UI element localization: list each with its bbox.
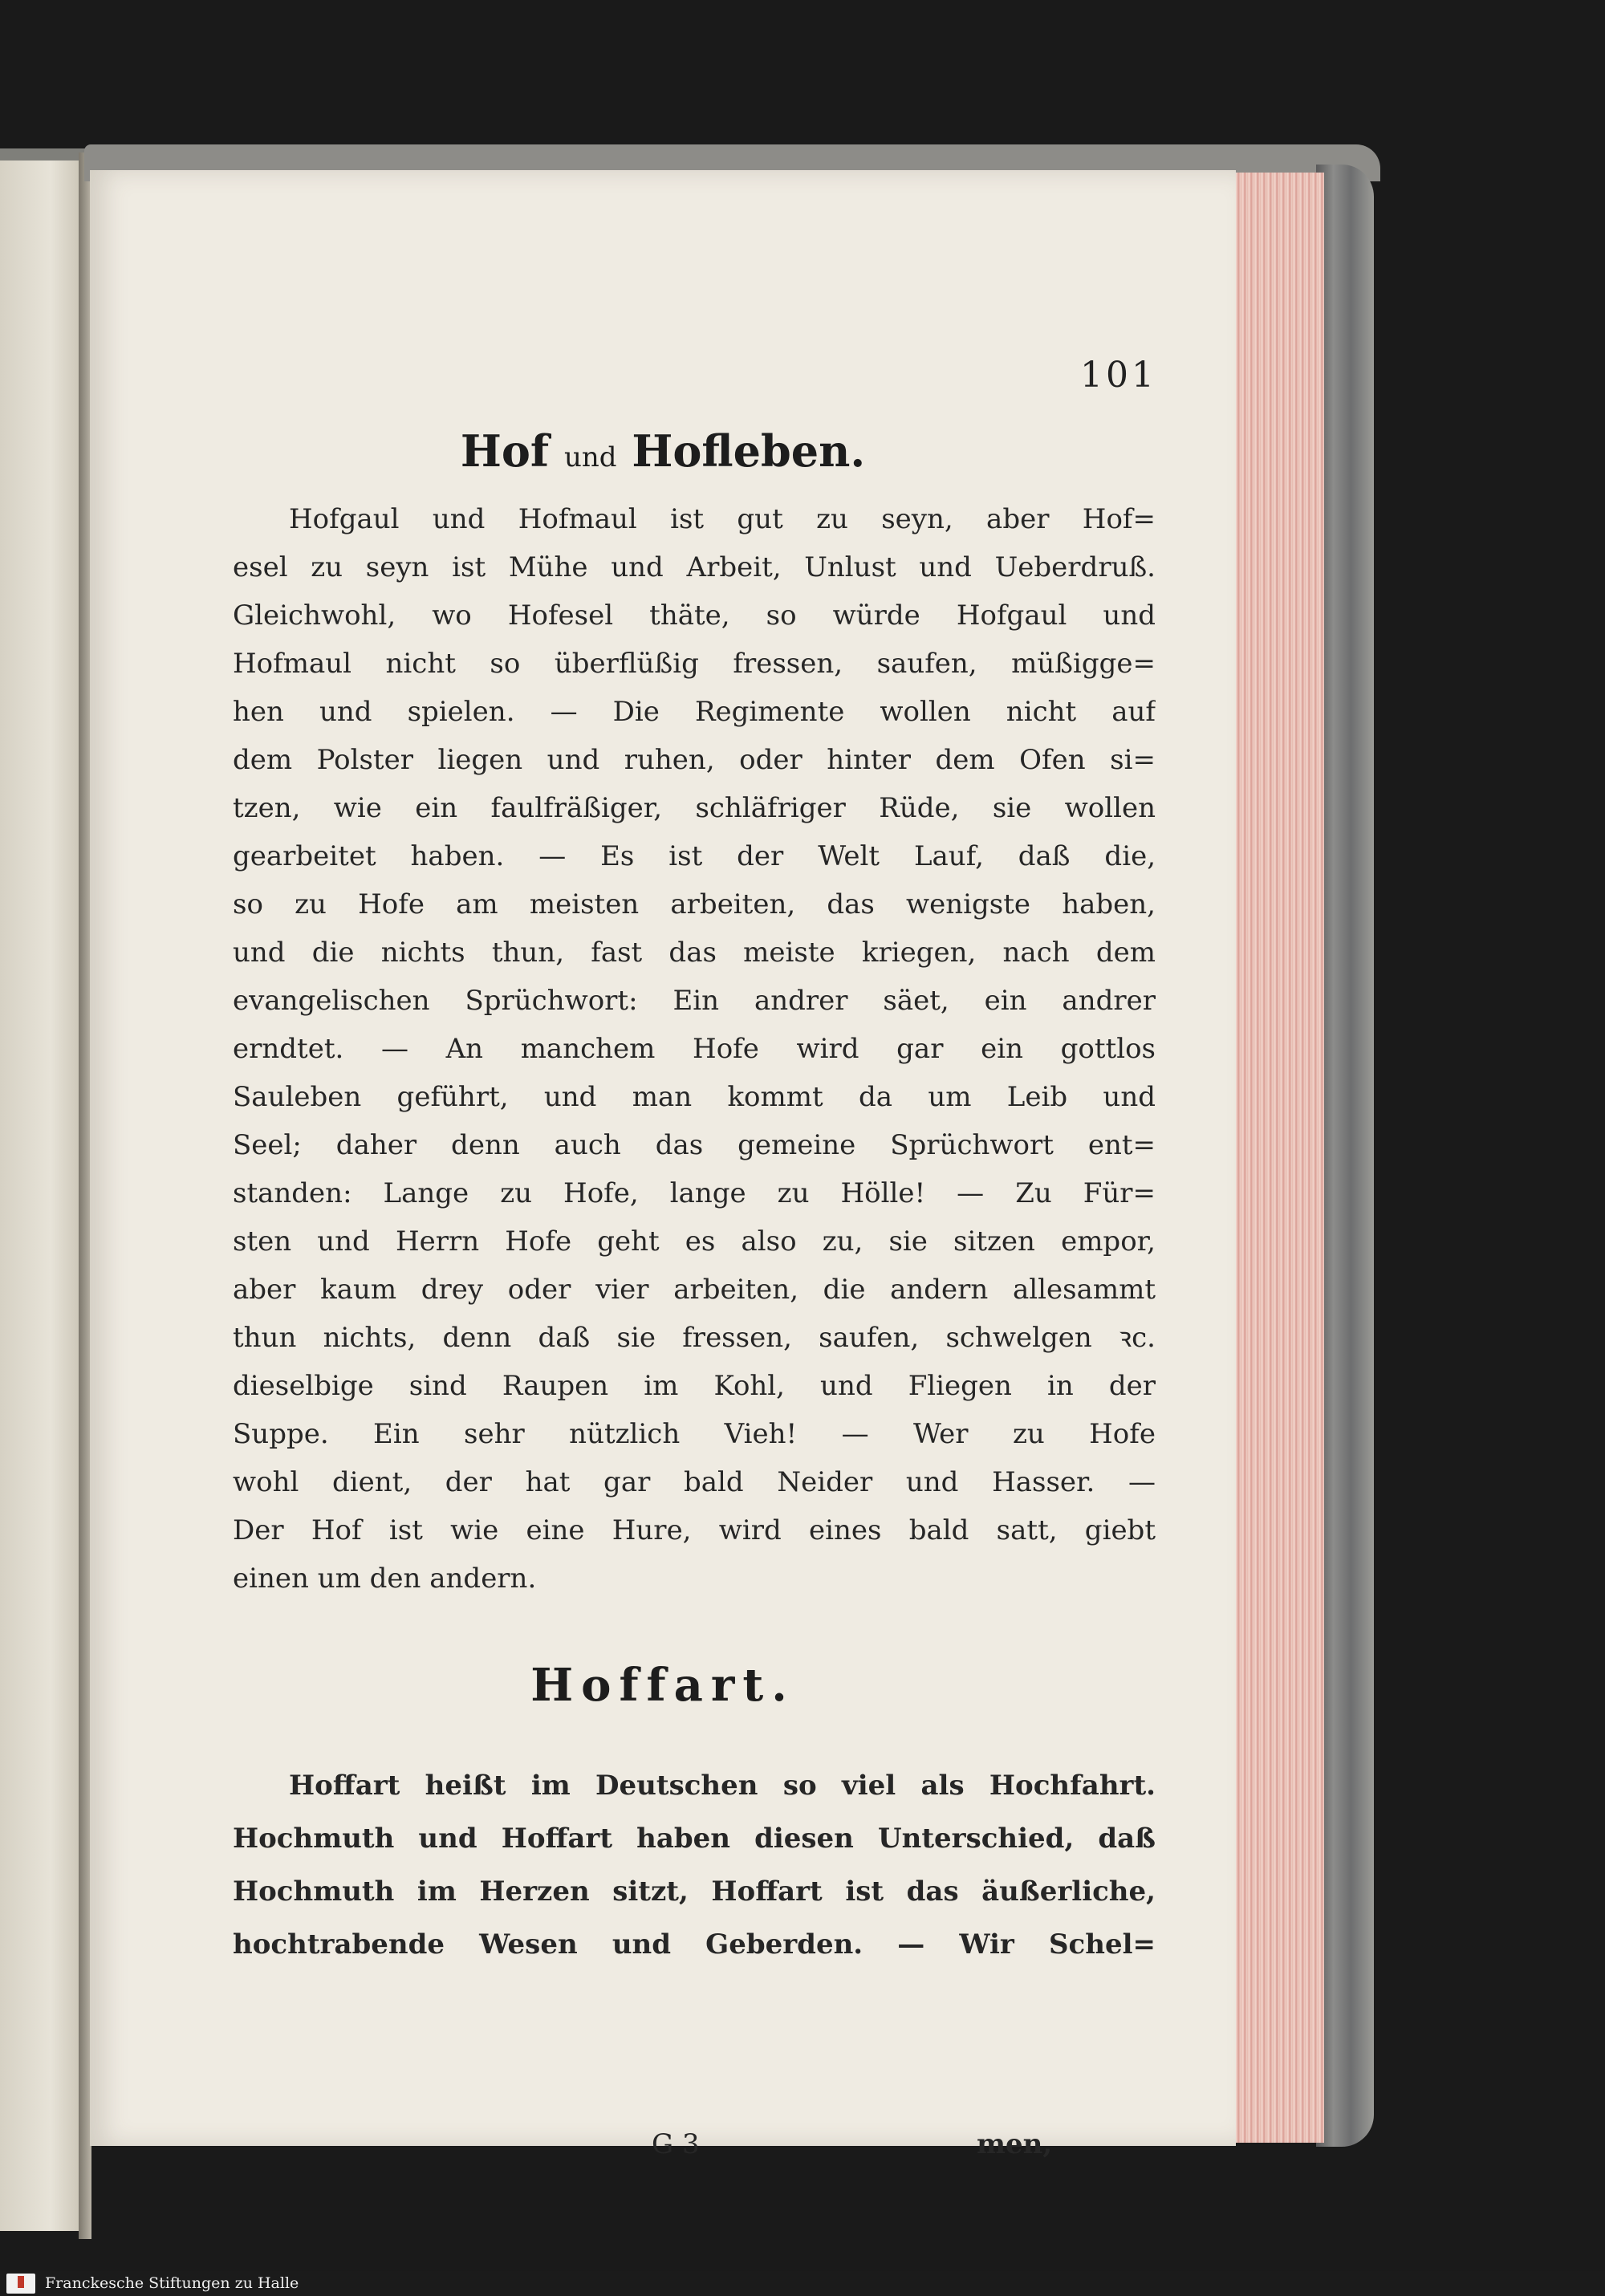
text-line: gearbeitet haben. — Es ist der Welt Lauf, daß die, bbox=[233, 840, 1156, 872]
text-line: hochtrabende Wesen und Geberden. — Wir Schel= bbox=[233, 1928, 1156, 1961]
text-line: so zu Hofe am meisten arbeiten, das wenigste haben, bbox=[233, 888, 1156, 920]
footer-bar bbox=[0, 2271, 1605, 2296]
institution-logo-icon bbox=[6, 2274, 35, 2294]
page-footer-marks bbox=[90, 2120, 1236, 2168]
text-line: hen und spielen. — Die Regimente wollen nicht auf bbox=[233, 696, 1156, 728]
section-title-hof-und-hofleben bbox=[90, 425, 1236, 477]
text-line: Hochmuth und Hoffart haben diesen Unterschied, daß bbox=[233, 1823, 1156, 1855]
text-line: Seel; daher denn auch das gemeine Sprüchwort ent= bbox=[233, 1129, 1156, 1161]
text-line: Suppe. Ein sehr nützlich Vieh! — Wer zu Hofe bbox=[233, 1418, 1156, 1450]
text-line: thun nichts, denn daß sie fressen, saufen, schwelgen ꝛc. bbox=[233, 1322, 1156, 1354]
text-line: dieselbige sind Raupen im Kohl, und Fliegen in der bbox=[233, 1370, 1156, 1402]
section-text-hofleben bbox=[233, 495, 1156, 1603]
text-line: Hochmuth im Herzen sitzt, Hoffart ist das äußerliche, bbox=[233, 1875, 1156, 1908]
book-page bbox=[90, 170, 1236, 2160]
book-cover-edge bbox=[1316, 165, 1374, 2147]
text-line: und die nichts thun, fast das meiste kriegen, nach dem bbox=[233, 937, 1156, 969]
text-line: aber kaum drey oder vier arbeiten, die andern allesammt bbox=[233, 1274, 1156, 1306]
text-line: Der Hof ist wie eine Hure, wird eines bald satt, giebt bbox=[233, 1514, 1156, 1546]
catchword: men, bbox=[977, 2128, 1053, 2160]
left-page-edge bbox=[0, 161, 87, 2231]
text-line: Hofmaul nicht so überflüßig fressen, saufen, müßigge= bbox=[233, 648, 1156, 680]
section-title-hoffart: Hoffart. bbox=[530, 1659, 795, 1712]
title-word-und: und bbox=[563, 441, 617, 473]
section-text-hoffart bbox=[233, 1759, 1156, 1971]
text-line: sten und Herrn Hofe geht es also zu, sie sitzen empor, bbox=[233, 1225, 1156, 1258]
page-block-edge bbox=[1228, 173, 1324, 2143]
text-line: wohl dient, der hat gar bald Neider und Hasser. — bbox=[233, 1466, 1156, 1498]
text-line: Hofgaul und Hofmaul ist gut zu seyn, aber Hof= bbox=[289, 503, 1156, 535]
text-line: esel zu seyn ist Mühe und Arbeit, Unlust und Ueberdruß. bbox=[233, 551, 1156, 583]
text-line: Sauleben geführt, und man kommt da um Leib und bbox=[233, 1081, 1156, 1113]
text-line: evangelischen Sprüchwort: Ein andrer säet, ein andrer bbox=[233, 985, 1156, 1017]
page-number: 101 bbox=[1080, 355, 1157, 396]
text-line: einen um den andern. bbox=[233, 1562, 537, 1595]
text-line: Gleichwohl, wo Hofesel thäte, so würde Hofgaul und bbox=[233, 599, 1156, 632]
text-line: erndtet. — An manchem Hofe wird gar ein gottlos bbox=[233, 1033, 1156, 1065]
title-word-hofleben: Hofleben. bbox=[632, 425, 866, 477]
signature-mark: G 3 bbox=[652, 2128, 700, 2160]
text-line: Hoffart heißt im Deutschen so viel als Hochfahrt. bbox=[289, 1770, 1156, 1802]
text-line: standen: Lange zu Hofe, lange zu Hölle! — Zu Für= bbox=[233, 1177, 1156, 1209]
text-line: dem Polster liegen und ruhen, oder hinter dem Ofen si= bbox=[233, 744, 1156, 776]
title-word-hof: Hof bbox=[460, 425, 550, 477]
text-line: tzen, wie ein faulfräßiger, schläfriger Rüde, sie wollen bbox=[233, 792, 1156, 824]
institution-credit: Franckesche Stiftungen zu Halle bbox=[45, 2274, 299, 2292]
